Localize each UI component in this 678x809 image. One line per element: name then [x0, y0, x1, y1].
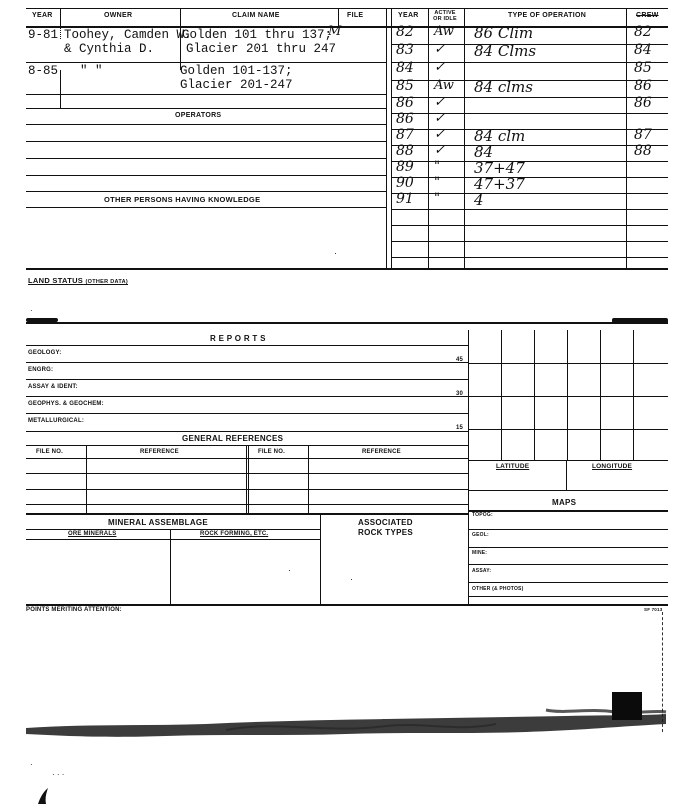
operation-row-type: 37+47 [474, 159, 525, 177]
ref-header-reference-2: REFERENCE [362, 449, 401, 455]
operation-row-active: ✓ [434, 60, 445, 75]
rule [26, 268, 668, 270]
other-persons-label: OTHER PERSONS HAVING KNOWLEDGE [104, 195, 261, 204]
rule [26, 473, 468, 474]
land-status-sub: (OTHER DATA) [85, 279, 128, 285]
rule [26, 191, 386, 192]
operation-row-year: 88 [396, 143, 414, 159]
mineral-assemblage-title: MINERAL ASSEMBLAGE [108, 518, 209, 527]
rule [468, 596, 668, 597]
operation-row-year: 83 [396, 42, 414, 58]
operation-row-type: 84 [474, 143, 494, 161]
speck: · [30, 760, 33, 769]
rule [468, 510, 668, 512]
divider [246, 445, 247, 514]
divider [308, 445, 309, 514]
operation-row-type: 84 clm [474, 127, 526, 145]
speck: · [334, 248, 337, 258]
owner-row-owner: Toohey, Camden W. [64, 28, 192, 42]
reports-title: R E P O R T S [210, 334, 266, 343]
operation-row-crew: 86 [634, 78, 652, 94]
operation-row-year: 91 [396, 191, 414, 207]
rule [391, 129, 668, 130]
operation-row-active: " [434, 175, 440, 190]
operation-row-crew: 88 [634, 143, 652, 159]
header-file: FILE [347, 12, 364, 19]
report-num: 30 [456, 391, 464, 397]
rule [26, 529, 320, 530]
report-label: GEOPHYS. & GEOCHEM: [28, 401, 104, 407]
divider [566, 460, 567, 490]
rule [26, 175, 386, 176]
speck: · [350, 574, 353, 584]
rule [468, 490, 668, 491]
operation-row-active: ✓ [434, 42, 445, 57]
rule [26, 158, 386, 159]
operation-row-active: Aw [434, 24, 454, 39]
operation-row-year: 84 [396, 60, 414, 76]
scan-mark [612, 692, 642, 720]
rule [26, 458, 468, 459]
rule [26, 413, 468, 414]
divider [567, 330, 568, 460]
rule [26, 539, 320, 540]
rock-forming-label: ROCK FORMING, ETC. [200, 531, 269, 537]
ref-header-file-no: FILE NO. [36, 449, 63, 455]
rule [26, 141, 386, 142]
report-label: ENGRG: [28, 367, 54, 373]
rule [26, 207, 386, 208]
owner-row-claim: Glacier 201-247 [180, 78, 293, 92]
owner-row-year: 8-85 [28, 64, 59, 78]
speck: · [288, 565, 291, 575]
rule [391, 177, 668, 178]
rule [26, 489, 468, 490]
land-status-title: LAND STATUS [28, 276, 84, 285]
owner-row-owner: " " [80, 64, 103, 78]
owner-row-claim: Golden 101-137; [180, 64, 293, 78]
owner-row-mark: M [328, 24, 342, 39]
rule [26, 513, 468, 515]
rule [391, 193, 668, 194]
rule [468, 363, 668, 364]
operation-row-type: 47+37 [474, 175, 525, 193]
ref-header-reference: REFERENCE [140, 449, 179, 455]
divider [320, 514, 321, 604]
map-item: MINE: [472, 550, 488, 556]
maps-title: MAPS [552, 498, 577, 507]
operation-row-year: 90 [396, 175, 414, 191]
header-type-of-operation: TYPE OF OPERATION [508, 12, 587, 19]
operation-row-year: 85 [396, 78, 414, 94]
header-active-idle [428, 10, 462, 22]
rule [391, 97, 668, 98]
rule [468, 564, 668, 565]
rule [26, 108, 386, 109]
rule [391, 225, 668, 226]
rule [26, 431, 468, 432]
divider [391, 8, 392, 268]
divider [468, 330, 469, 604]
rule [391, 62, 668, 63]
rule [391, 257, 668, 258]
operation-row-year: 87 [396, 127, 414, 143]
header-crew: CREW [636, 12, 659, 19]
divider [170, 529, 171, 604]
rule [26, 379, 468, 380]
operation-row-year: 86 [396, 111, 414, 127]
divider [60, 8, 61, 26]
operation-row-type: 86 Clim [474, 24, 534, 42]
divider [86, 445, 87, 514]
speck: · · · [52, 770, 65, 779]
rule [26, 396, 468, 397]
divider [534, 330, 535, 460]
rule [26, 322, 668, 324]
owner-row-year: 9-81 [28, 28, 59, 42]
header-year: YEAR [32, 12, 53, 19]
rule [468, 460, 668, 461]
rule [468, 396, 668, 397]
rule [468, 529, 668, 530]
rock-types-label: ROCK TYPES [358, 528, 414, 537]
operation-row-crew: 86 [634, 95, 652, 111]
operation-row-type: 84 Clms [474, 42, 537, 60]
report-label: ASSAY & IDENT: [28, 384, 78, 390]
associated-label: ASSOCIATED [358, 518, 413, 527]
operation-row-active: " [434, 159, 440, 174]
divider [600, 330, 601, 460]
divider [464, 8, 465, 268]
divider [501, 330, 502, 460]
divider [60, 70, 61, 108]
map-item: TOPOG: [472, 512, 493, 518]
operation-row-crew: 87 [634, 127, 652, 143]
rule [468, 429, 668, 430]
map-item: ASSAY: [472, 568, 492, 574]
rule [468, 582, 668, 583]
rule [391, 161, 668, 162]
header-active: ACTIVE [434, 10, 456, 16]
owner-row-owner: & Cynthia D. [64, 42, 155, 56]
operation-row-year: 82 [396, 24, 414, 40]
header-owner: OWNER [104, 12, 133, 19]
report-num: 45 [456, 357, 464, 363]
rule [468, 547, 668, 548]
owner-row-claim: Golden 101 thru 137; [182, 28, 333, 42]
rule [26, 445, 468, 446]
report-label: GEOLOGY: [28, 350, 62, 356]
rule [26, 62, 386, 63]
divider [428, 8, 429, 268]
rule [26, 94, 386, 95]
rule [26, 504, 468, 505]
speck: · [30, 306, 33, 315]
report-label: METALLURGICAL: [28, 418, 85, 424]
operation-row-crew: 85 [634, 60, 652, 76]
operation-row-active: " [434, 191, 440, 206]
operation-row-active: ✓ [434, 111, 445, 126]
report-num: 15 [456, 425, 464, 431]
scan-mark [34, 786, 56, 806]
divider [60, 26, 61, 39]
owner-row-claim: Glacier 201 thru 247 [186, 42, 337, 56]
rule [391, 113, 668, 114]
points-meriting-attention-label: POINTS MERITING ATTENTION: [26, 607, 122, 613]
operation-row-crew: 82 [634, 24, 652, 40]
rule [26, 124, 386, 125]
divider [248, 445, 249, 514]
rule [391, 241, 668, 242]
operation-row-active: ✓ [434, 143, 445, 158]
divider [626, 8, 627, 268]
divider [633, 330, 634, 460]
rule [26, 345, 468, 346]
header-or-idle: OR IDLE [433, 16, 457, 22]
ore-minerals-label: ORE MINERALS [68, 531, 117, 537]
longitude-label: LONGITUDE [592, 463, 633, 470]
operators-label: OPERATORS [175, 112, 222, 119]
map-item: GEOL: [472, 532, 489, 538]
general-references-title: GENERAL REFERENCES [182, 434, 284, 443]
map-item: OTHER (& PHOTOS) [472, 586, 524, 592]
operation-row-year: 89 [396, 159, 414, 175]
ref-header-file-no-2: FILE NO. [258, 449, 285, 455]
land-status-label [28, 276, 128, 285]
operation-row-type: 84 clms [474, 78, 533, 96]
rule [26, 8, 668, 9]
scan-noise-band [26, 690, 668, 750]
rule [391, 209, 668, 210]
latitude-label: LATITUDE [496, 463, 530, 470]
header-year-2: YEAR [398, 12, 419, 19]
operation-row-crew: 84 [634, 42, 652, 58]
operation-row-year: 86 [396, 95, 414, 111]
operation-row-active: ✓ [434, 95, 445, 110]
operation-row-active: Aw [434, 78, 454, 93]
rule [26, 362, 468, 363]
header-claim-name: CLAIM NAME [232, 12, 280, 19]
divider [386, 8, 387, 268]
operation-row-active: ✓ [434, 127, 445, 142]
form-number: SF 7013 [644, 607, 663, 612]
rule [26, 604, 668, 606]
operation-row-type: 4 [474, 191, 484, 209]
rule [391, 145, 668, 146]
